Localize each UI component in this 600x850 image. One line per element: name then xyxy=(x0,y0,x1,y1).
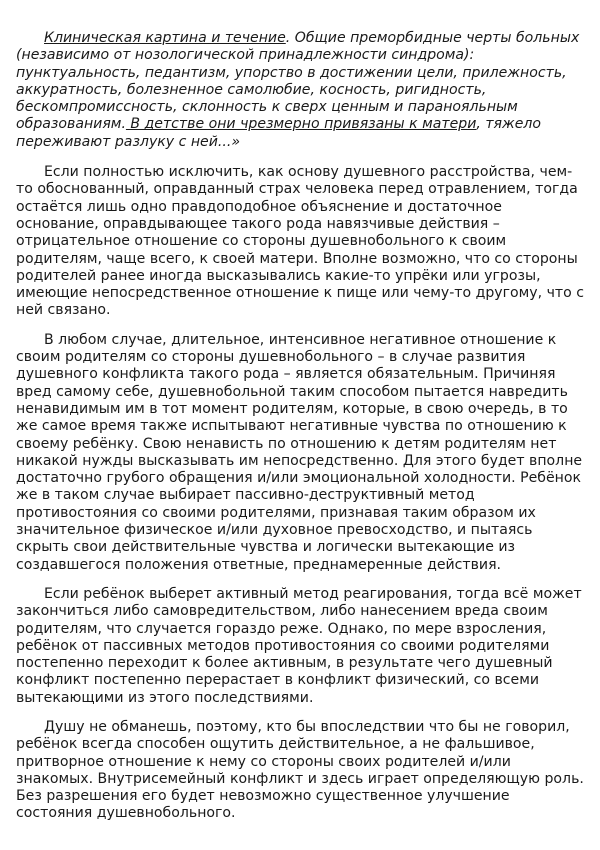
body-paragraph-4: Душу не обманешь, поэтому, кто бы впоследствии что бы не говорил, ребёнок всегда способен ощутить действительное, а не фальшивое, притворное отношение к нему со стороны своих родителей и/или знакомых. Внутрисемейный конфликт и здесь играет определяющую роль. Без разрешения его будет невозможно существенное улучшение состояния душевнобольного. xyxy=(16,718,584,822)
body-paragraph-3: Если ребёнок выберет активный метод реагирования, тогда всё может закончиться либо самовредительством, либо нанесением вреда своим родителям, что случается гораздо реже. Однако, по мере взросления, ребёнок от пассивных методов противостояния со своими родителями постепенно переходит к более активным, в результате чего душевный конфликт постепенно перерастает в конфликт физический, со всеми вытекающими из этого последствиями. xyxy=(16,585,582,706)
quote-emphasis: В детстве они чрезмерно привязаны к матери xyxy=(125,116,477,133)
section-heading: Клиническая картина и течение xyxy=(44,30,286,46)
body-paragraph-2: В любом случае, длительное, интенсивное негативное отношение к своим родителям со стороны душевнобольного – в случае развития душевного конфликта такого рода – является обязательным. Причиняя вред самому себе, душевнобольной таким способом пытается навредить ненавидимым им в тот момент родителям, которые, в свою очередь, в то же самое время также испытывают негативные чувства по отношению к своему ребёнку. Свою ненависть по отношению к детям родителям нет никакой нужды высказывать им непосредственно. Для этого будет вполне достаточно грубого обращения и/или эмоциональной холодности. Ребёнок же в таком случае выбирает пассивно-деструктивный метод противостояния со своими родителями, признавая таким образом их значительное физическое и/или духовное превосходство, и пытаясь скрыть свои действительные чувства и логически вытекающие из создавшегося положения ответные, преднамеренные действия. xyxy=(16,331,583,573)
quote-text-end: , тяжело переживают разлуку с ней...» xyxy=(16,116,542,150)
quote-paragraph xyxy=(16,30,586,151)
document-page xyxy=(16,30,586,835)
body-paragraph-1: Если полностью исключить, как основу душевного расстройства, чем-то обоснованный, оправданный страх человека перед отравлением, тогда остаётся лишь одно правдоподобное объяснение и достаточное основание, оправдывающее такого рода навязчивые действия – отрицательное отношение со стороны душевнобольного к своим родителям, чаще всего, к своей матери. Вполне возможно, что со стороны родителей ранее иногда высказывались какие-то упрёки или угрозы, имеющие непосредственное отношение к пище или чему-то другому, что с ней связано. xyxy=(16,164,584,319)
quote-text: . Общие преморбидные черты больных (независимо от нозологической принадлежности синдрома): пунктуальность, педантизм, упорство в достижении цели, прилежность, аккуратность, болезненное самолюбие, косность, ригидность, бескомпромиссность, склонность к сверх ценным и паранояльным образованиям. xyxy=(16,30,580,133)
